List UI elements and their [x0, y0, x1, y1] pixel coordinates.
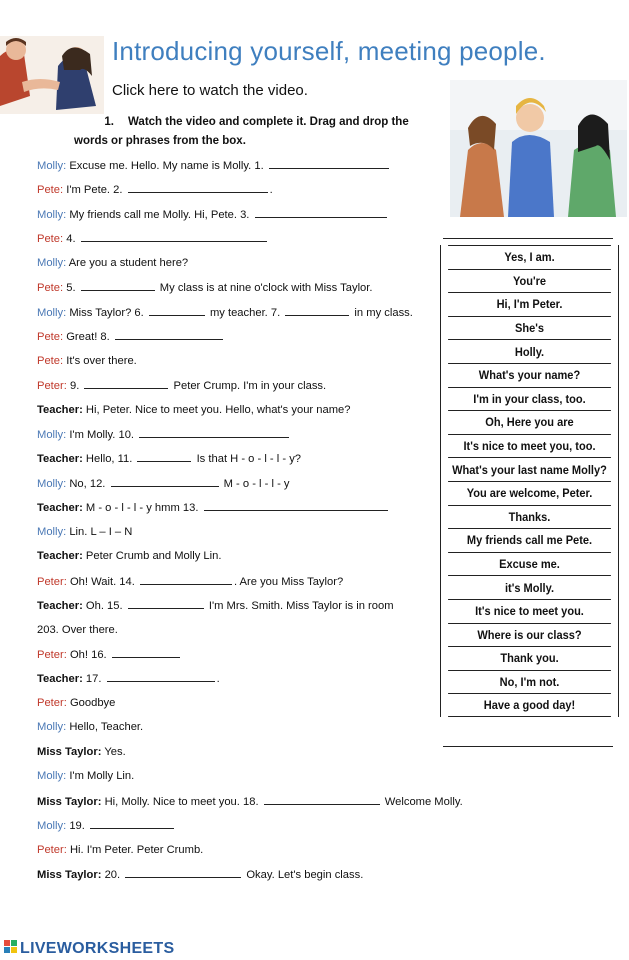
dialogue-text: Yes. — [104, 745, 126, 758]
dialogue-text: My class is at nine o'clock with Miss Taylor. — [156, 282, 373, 295]
draggable-phrase[interactable]: She's — [448, 316, 611, 340]
dialogue-line — [37, 354, 137, 368]
dialogue-text: Hello, Teacher. — [69, 721, 144, 734]
dialogue-text: . — [269, 184, 273, 197]
dialogue-line — [37, 574, 343, 589]
draggable-phrase[interactable]: You're — [448, 269, 611, 293]
draggable-phrase[interactable]: Have a good day! — [448, 693, 611, 717]
draggable-phrase[interactable]: No, I'm not. — [448, 670, 611, 694]
speaker-label: Peter: — [37, 380, 67, 393]
dialogue-line — [37, 231, 269, 246]
draggable-phrase[interactable]: What's your name? — [448, 363, 611, 387]
draggable-phrase[interactable]: Where is our class? — [448, 623, 611, 647]
draggable-phrase[interactable]: Oh, Here you are — [448, 410, 611, 434]
draggable-phrase[interactable]: My friends call me Pete. — [448, 528, 611, 552]
speaker-label: Molly: — [37, 256, 67, 269]
speaker-label: Teacher: — [37, 502, 83, 515]
speaker-label: Pete: — [37, 354, 64, 367]
dialogue-line — [37, 182, 273, 197]
dialogue-line — [37, 476, 290, 491]
dialogue-text: 4. — [66, 233, 79, 246]
draggable-phrase[interactable]: it's Molly. — [448, 575, 611, 599]
dialogue-line — [37, 256, 188, 270]
dialogue-line — [37, 671, 220, 686]
dialogue-text: Oh! Wait. 14. — [69, 575, 138, 588]
speaker-label: Teacher: — [37, 673, 83, 686]
answer-blank[interactable] — [111, 476, 219, 487]
dialogue-text: Lin. L – I – N — [69, 525, 133, 538]
draggable-phrase[interactable]: Thanks. — [448, 505, 611, 529]
dialogue-line — [37, 451, 301, 466]
answer-blank[interactable] — [128, 182, 268, 193]
speaker-label: Teacher: — [37, 600, 83, 613]
speaker-label: Peter: — [37, 696, 67, 709]
answer-blank[interactable] — [84, 378, 168, 389]
dialogue-text: Miss Taylor? 6. — [69, 306, 147, 319]
dialogue-text: Okay. Let's begin class. — [243, 869, 364, 882]
dialogue-text: . — [216, 673, 220, 686]
answer-blank[interactable] — [81, 280, 155, 291]
dialogue-line — [37, 769, 134, 783]
answer-blank[interactable] — [112, 647, 180, 658]
dialogue-text: Peter Crump. I'm in your class. — [170, 380, 327, 393]
dialogue-line — [37, 623, 118, 637]
dialogue-text: Hi, Peter. Nice to meet you. Hello, what's your name? — [85, 403, 351, 416]
speaker-label: Molly: — [37, 525, 67, 538]
answer-blank[interactable] — [90, 818, 174, 829]
dialogue-line — [37, 427, 291, 442]
speaker-label: Teacher: — [37, 550, 83, 563]
dialogue-line — [37, 720, 143, 734]
answer-blank[interactable] — [139, 427, 289, 438]
speaker-label: Teacher: — [37, 403, 83, 416]
dialogue-text: I'm Molly Lin. — [69, 770, 135, 783]
dialogue-text: Oh. 15. — [85, 600, 126, 613]
answer-blank[interactable] — [107, 671, 215, 682]
dialogue-text: 19. — [69, 820, 88, 833]
dialogue-text: Goodbye — [69, 696, 116, 709]
answer-blank[interactable] — [137, 451, 191, 462]
dialogue-text: 9. — [69, 380, 83, 393]
dialogue-text: M - o - l - l - y hmm 13. — [85, 502, 202, 515]
answer-blank[interactable] — [115, 329, 223, 340]
box-top-divider — [443, 238, 613, 239]
dialogue-text: Hello, 11. — [85, 453, 136, 466]
speaker-label: Molly: — [37, 208, 67, 221]
answer-blank[interactable] — [269, 158, 389, 169]
speaker-label: Peter: — [37, 575, 67, 588]
dialogue-line — [37, 549, 221, 563]
instruction-number: 1. — [104, 116, 114, 128]
speaker-label: Teacher: — [37, 453, 83, 466]
speaker-label: Peter: — [37, 649, 67, 661]
answer-blank[interactable] — [140, 574, 232, 585]
dialogue-line — [37, 525, 132, 539]
dialogue-text: Excuse me. Hello. My name is Molly. 1. — [69, 160, 267, 172]
dialogue-text: My friends call me Molly. Hi, Pete. 3. — [69, 208, 253, 221]
speaker-label: Pete: — [37, 233, 64, 246]
dialogue-text: I'm Pete. 2. — [66, 184, 126, 197]
speaker-label: Molly: — [37, 428, 67, 441]
speaker-label: Molly: — [37, 306, 67, 319]
dialogue-text: Hi, Molly. Nice to meet you. 18. — [104, 795, 262, 808]
dialogue-text: 5. — [66, 282, 79, 295]
dialogue-line — [37, 647, 182, 662]
liveworksheets-logo-icon — [4, 940, 18, 954]
draggable-phrase[interactable]: It's nice to meet you, too. — [448, 434, 611, 458]
speaker-label: Miss Taylor: — [37, 869, 102, 882]
speaker-label: Molly: — [37, 820, 67, 833]
draggable-phrase[interactable]: Excuse me. — [448, 552, 611, 576]
speaker-label: Molly: — [37, 770, 67, 783]
speaker-label: Pete: — [37, 331, 64, 344]
speaker-label: Miss Taylor: — [37, 795, 102, 808]
dialogue-line — [37, 305, 413, 320]
dialogue-text: Oh! 16. — [69, 649, 110, 661]
draggable-phrase[interactable]: Yes, I am. — [448, 245, 611, 269]
dialogue-text: 20. — [104, 869, 124, 882]
page-title: Introducing yourself, meeting people. — [112, 36, 546, 66]
box-bottom-divider — [443, 746, 613, 747]
dialogue-line — [37, 598, 394, 613]
draggable-phrase[interactable]: It's nice to meet you. — [448, 599, 611, 623]
three-people-illustration — [450, 80, 627, 217]
speaker-label: Molly: — [37, 160, 67, 172]
word-box — [440, 245, 619, 717]
dialogue-text: I'm Mrs. Smith. Miss Taylor is in room — [205, 600, 394, 613]
dialogue-text: Hi. I'm Peter. Peter Crumb. — [69, 843, 204, 856]
dialogue-line — [37, 500, 390, 515]
speaker-label: Miss Taylor: — [37, 745, 102, 758]
dialogue-line — [37, 794, 463, 809]
draggable-phrase[interactable]: Thank you. — [448, 646, 611, 670]
dialogue-text: Peter Crumb and Molly Lin. — [85, 550, 222, 563]
dialogue-text: I'm Molly. 10. — [69, 428, 138, 441]
instruction — [74, 113, 444, 151]
dialogue-line — [37, 403, 350, 417]
draggable-phrase[interactable]: Holly. — [448, 339, 611, 363]
dialogue-text: No, 12. — [69, 477, 109, 490]
draggable-phrase[interactable]: Hi, I'm Peter. — [448, 292, 611, 316]
instruction-text: Watch the video and complete it. Drag and drop the words or phrases from the box. — [74, 116, 409, 147]
dialogue-text: It's over there. — [66, 354, 137, 367]
footer-text: LIVEWORKSHEETS — [20, 940, 175, 957]
draggable-phrase[interactable]: I'm in your class, too. — [448, 387, 611, 411]
answer-blank[interactable] — [81, 231, 267, 242]
speaker-label: Molly: — [37, 721, 67, 734]
draggable-phrase[interactable]: You are welcome, Peter. — [448, 481, 611, 505]
dialogue-line — [37, 329, 225, 344]
draggable-phrase[interactable]: What's your last name Molly? — [448, 457, 611, 481]
answer-blank[interactable] — [285, 305, 349, 316]
dialogue-text: Great! 8. — [66, 331, 113, 344]
dialogue-text: my teacher. 7. — [206, 306, 284, 319]
speaker-label: Peter: — [37, 843, 67, 856]
dialogue-line — [37, 696, 115, 710]
dialogue-text: Are you a student here? — [68, 256, 189, 269]
dialogue-line — [37, 378, 326, 393]
dialogue-text: M - o - l - l - y — [220, 477, 290, 490]
dialogue-line — [37, 207, 389, 222]
dialogue-text: . Are you Miss Taylor? — [233, 575, 344, 588]
dialogue-text: 17. — [85, 673, 105, 686]
dialogue-text: in my class. — [351, 306, 413, 319]
dialogue-line — [37, 867, 363, 882]
answer-blank[interactable] — [128, 598, 204, 609]
answer-blank[interactable] — [255, 207, 387, 218]
dialogue-line — [37, 818, 176, 833]
answer-blank[interactable] — [149, 305, 205, 316]
speaker-label: Molly: — [37, 477, 67, 490]
speaker-label: Pete: — [37, 184, 64, 197]
watch-video-link[interactable]: Click here to watch the video. — [112, 82, 308, 99]
dialogue-text: Is that H - o - l - l - y? — [193, 453, 302, 466]
speaker-label: Pete: — [37, 282, 64, 295]
answer-blank[interactable] — [204, 500, 388, 511]
footer-brand — [4, 940, 174, 958]
dialogue-line — [37, 843, 203, 857]
dialogue-text: 203. Over there. — [37, 623, 118, 636]
dialogue-line — [37, 158, 391, 173]
dialogue-line — [37, 280, 373, 295]
dialogue-line — [37, 745, 126, 759]
answer-blank[interactable] — [125, 867, 241, 878]
dialogue-text: Welcome Molly. — [381, 795, 463, 808]
handshake-illustration — [0, 36, 104, 114]
answer-blank[interactable] — [264, 794, 380, 805]
